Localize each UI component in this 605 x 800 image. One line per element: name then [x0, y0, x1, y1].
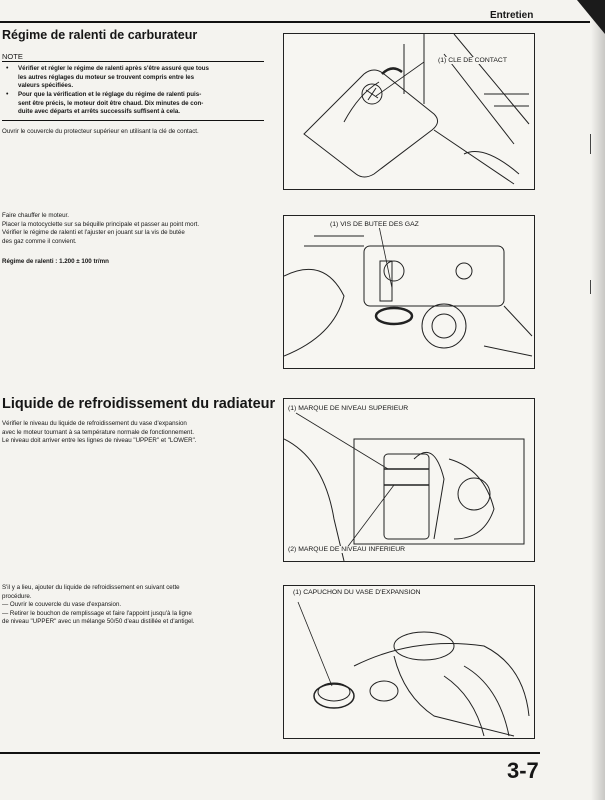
callout-niveau-superieur: (1) MARQUE DE NIVEAU SUPERIEUR	[288, 405, 409, 412]
margin-mark	[590, 134, 591, 154]
figure-ignition-key	[283, 33, 535, 190]
note-bullet: •	[6, 65, 9, 72]
note-item-1: Vérifier et régler le régime de ralenti après s'être assuré que tous les autres réglages du moteur se trouvent compris entre les valeurs spécifiées.	[18, 65, 209, 90]
note-label: NOTE	[2, 52, 23, 61]
scan-corner	[577, 0, 605, 34]
callout-vis-butee: (1) VIS DE BUTEE DES GAZ	[330, 221, 419, 228]
expansion-cap-illustration	[284, 586, 534, 738]
warmup-text: Faire chauffer le moteur. Placer la motocyclette sur sa béquille principale et passer au point mort. Vérifier le régime de ralenti et l'ajuster en jouant sur la vis de butée des gaz comme il convient.	[2, 212, 200, 245]
section-title-liquide: Liquide de refroidissement du radiateur	[2, 396, 276, 412]
throttle-screw-illustration	[284, 216, 534, 368]
figure-coolant-level	[283, 398, 535, 562]
note-item-2: Pour que la vérification et le réglage du régime de ralenti puis- sent être précis, le moteur doit être chaud. Dix minutes de con- duite avec départs et arrêts successifs suffisent à cela.	[18, 91, 204, 116]
check-level-text: Vérifier le niveau du liquide de refroidissement du vase d'expansion avec le moteur tournant à sa température normale de fonctionnement. Le niveau doit arriver entre les lignes de niveau "UPPER" et "LOWER".	[2, 420, 197, 445]
leader-line	[298, 602, 332, 686]
section-title-ralenti: Régime de ralenti de carburateur	[2, 28, 198, 42]
margin-mark	[590, 280, 591, 294]
page-number: 3-7	[507, 758, 539, 783]
refill-procedure-text: S'il y a lieu, ajouter du liquide de refroidissement en suivant cette procédure. — Ouvrir le couvercle du vase d'expansion. — Retirer le bouchon de remplissage et faire l'appoint jusqu'à la ligne de niveau "UPPER" avec un mélange 50/50 d'eau distillée et d'antigel.	[2, 584, 195, 626]
header-section-title: Entretien	[490, 10, 534, 21]
note-bullet: •	[6, 91, 9, 98]
figure-expansion-cap	[283, 585, 535, 739]
page-edge-shadow	[591, 0, 605, 800]
header-rule	[0, 21, 590, 23]
callout-niveau-inferieur: (2) MARQUE DE NIVEAU INFERIEUR	[288, 546, 406, 553]
leader-line-lower	[346, 485, 394, 549]
coolant-reservoir-illustration	[284, 399, 534, 561]
footer-rule	[0, 752, 540, 754]
leader-line	[379, 226, 392, 288]
callout-capuchon: (1) CAPUCHON DU VASE D'EXPANSION	[293, 589, 421, 596]
idle-spec: Régime de ralenti : 1.200 ± 100 tr/mn	[2, 258, 109, 265]
open-cover-text: Ouvrir le couvercle du protecteur supérieur en utilisant la clé de contact.	[2, 128, 199, 135]
leader-line-upper	[296, 413, 388, 469]
callout-cle-de-contact: (1) CLE DE CONTACT	[438, 57, 507, 64]
figure-throttle-stop-screw	[283, 215, 535, 369]
leader-line	[376, 62, 424, 96]
